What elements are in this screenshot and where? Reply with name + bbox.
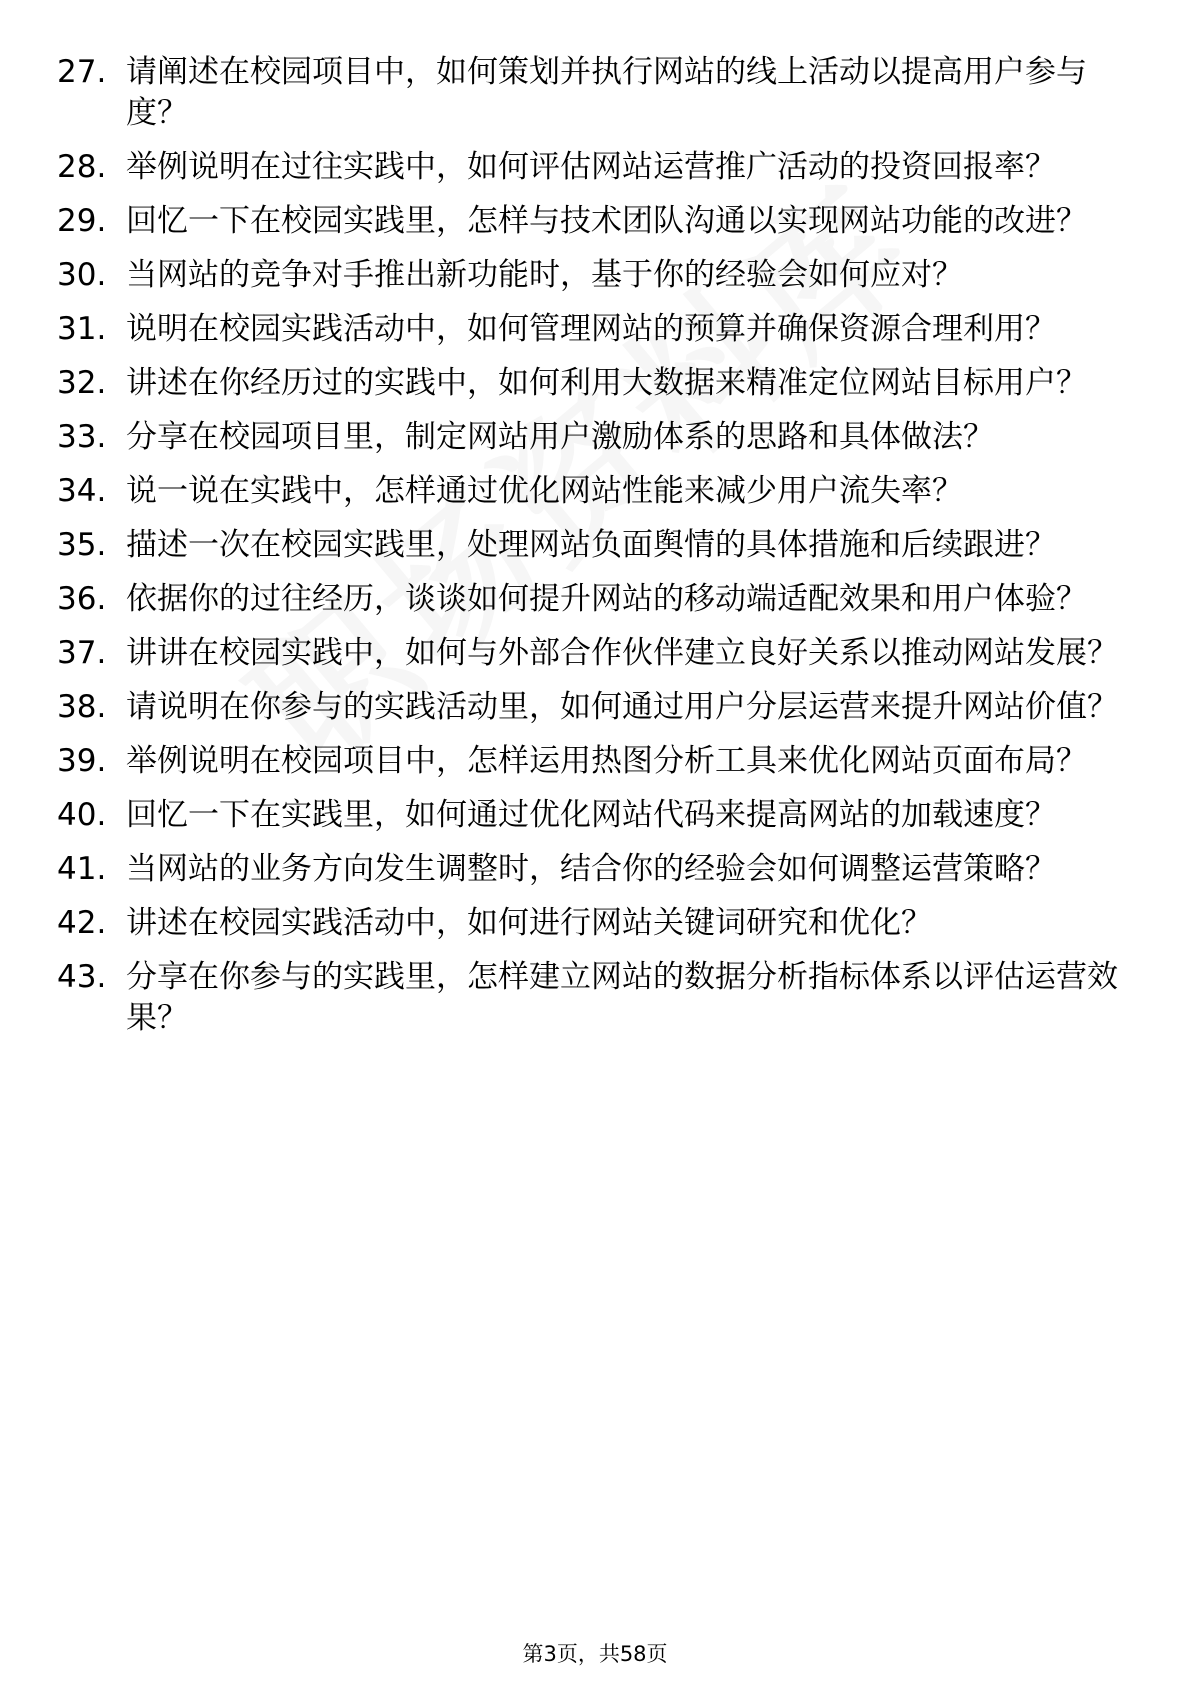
- question-text: 讲讲在校园实践中，如何与外部合作伙伴建立良好关系以推动网站发展？: [126, 635, 1118, 671]
- question-text: 说明在校园实践活动中，如何管理网站的预算并确保资源合理利用？: [126, 311, 1056, 347]
- question-number: 37.: [57, 635, 107, 671]
- page-footer: 第3页，共58页: [522, 1642, 668, 1666]
- question-number: 35.: [57, 527, 107, 563]
- question-number: 40.: [57, 797, 107, 833]
- question-item: [0, 147, 1190, 188]
- question-text: 讲述在校园实践活动中，如何进行网站关键词研究和优化？: [126, 905, 932, 941]
- question-item: [0, 741, 1190, 782]
- question-item: [0, 579, 1190, 620]
- question-number: 39.: [57, 743, 107, 779]
- question-number: 32.: [57, 365, 107, 401]
- question-item: [0, 525, 1190, 566]
- question-item: [0, 633, 1190, 674]
- question-item: [0, 687, 1190, 728]
- question-item: [0, 471, 1190, 512]
- question-text: 说一说在实践中，怎样通过优化网站性能来减少用户流失率？: [126, 473, 963, 509]
- question-item: [0, 52, 1190, 134]
- question-item: [0, 363, 1190, 404]
- question-number: 42.: [57, 905, 107, 941]
- question-text: 当网站的业务方向发生调整时，结合你的经验会如何调整运营策略？: [126, 851, 1056, 887]
- question-text: 分享在你参与的实践里，怎样建立网站的数据分析指标体系以评估运营效果？: [126, 959, 1118, 1036]
- question-item: [0, 903, 1190, 944]
- question-text: 当网站的竞争对手推出新功能时，基于你的经验会如何应对？: [126, 257, 963, 293]
- question-list: [0, 52, 1190, 1052]
- question-text: 回忆一下在校园实践里，怎样与技术团队沟通以实现网站功能的改进？: [126, 203, 1087, 239]
- question-item: [0, 795, 1190, 836]
- question-item: [0, 957, 1190, 1039]
- question-item: [0, 255, 1190, 296]
- question-item: [0, 849, 1190, 890]
- question-text: 描述一次在校园实践里，处理网站负面舆情的具体措施和后续跟进？: [126, 527, 1056, 563]
- question-text: 请说明在你参与的实践活动里，如何通过用户分层运营来提升网站价值？: [126, 689, 1118, 725]
- question-number: 29.: [57, 203, 107, 239]
- question-text: 举例说明在过往实践中，如何评估网站运营推广活动的投资回报率？: [126, 149, 1056, 185]
- question-number: 31.: [57, 311, 107, 347]
- question-item: [0, 201, 1190, 242]
- question-text: 分享在校园项目里，制定网站用户激励体系的思路和具体做法？: [126, 419, 994, 455]
- question-number: 33.: [57, 419, 107, 455]
- question-text: 讲述在你经历过的实践中，如何利用大数据来精准定位网站目标用户？: [126, 365, 1087, 401]
- question-text: 回忆一下在实践里，如何通过优化网站代码来提高网站的加载速度？: [126, 797, 1056, 833]
- question-text: 依据你的过往经历，谈谈如何提升网站的移动端适配效果和用户体验？: [126, 581, 1087, 617]
- question-number: 41.: [57, 851, 107, 887]
- question-text: 举例说明在校园项目中，怎样运用热图分析工具来优化网站页面布局？: [126, 743, 1087, 779]
- question-item: [0, 309, 1190, 350]
- question-number: 38.: [57, 689, 107, 725]
- question-number: 30.: [57, 257, 107, 293]
- question-text: 请阐述在校园项目中，如何策划并执行网站的线上活动以提高用户参与度？: [126, 54, 1087, 131]
- question-number: 28.: [57, 149, 107, 185]
- question-number: 43.: [57, 959, 107, 995]
- question-number: 36.: [57, 581, 107, 617]
- question-number: 34.: [57, 473, 107, 509]
- question-item: [0, 417, 1190, 458]
- question-number: 27.: [57, 54, 107, 90]
